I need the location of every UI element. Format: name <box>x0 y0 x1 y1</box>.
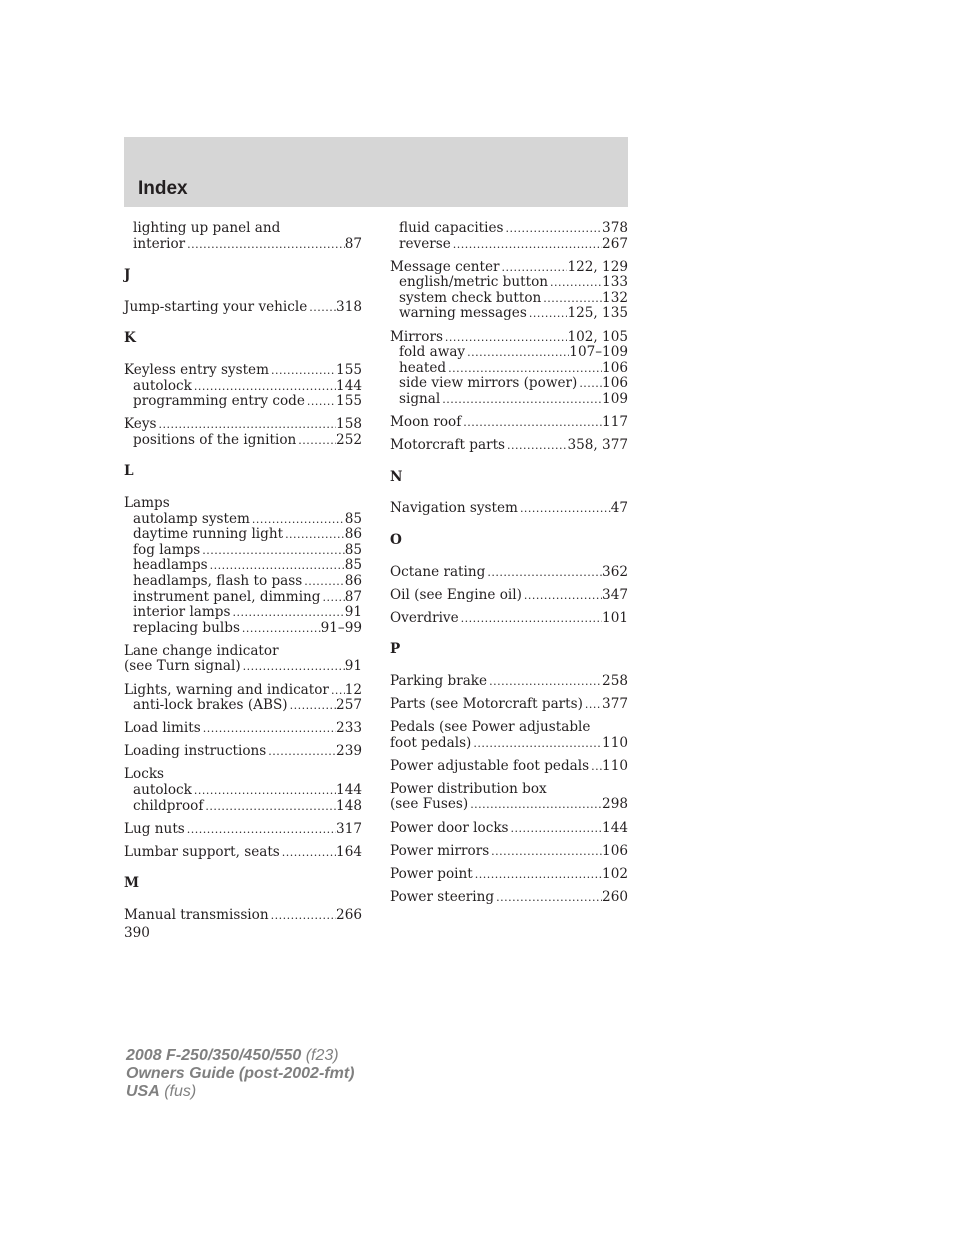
index-entry: instrument panel, dimming ..... 87 <box>124 590 362 606</box>
index-entry: Lane change indicator <box>124 642 279 659</box>
index-entry: Load limits ..... 233 <box>124 721 362 737</box>
index-entry: Power distribution box <box>390 780 547 797</box>
index-entry: Parking brake ..... 258 <box>390 674 628 690</box>
document-footer <box>126 1047 354 1101</box>
index-entry: childproof ..... 148 <box>124 799 362 815</box>
index-entry: fold away ..... 107–109 <box>390 345 628 361</box>
index-entry: interior lamps ..... 91 <box>124 605 362 621</box>
section-letter: N <box>390 468 403 485</box>
index-entry: Lug nuts ..... 317 <box>124 822 362 838</box>
index-entry: Mirrors ..... 102, 105 <box>390 330 628 346</box>
index-entry: system check button ..... 132 <box>390 291 628 307</box>
index-entry: Lumbar support, seats ..... 164 <box>124 845 362 861</box>
index-entry: Keys ..... 158 <box>124 417 362 433</box>
index-entry: Loading instructions ..... 239 <box>124 744 362 760</box>
index-column-right <box>390 221 628 905</box>
index-entry: headlamps ..... 85 <box>124 558 362 574</box>
footer-line: 2008 F-250/350/450/550 (f23) <box>126 1047 339 1064</box>
index-entry: Moon roof ..... 117 <box>390 415 628 431</box>
index-entry: anti-lock brakes (ABS) ..... 257 <box>124 698 362 714</box>
index-entry: Manual transmission ..... 266 <box>124 908 362 924</box>
index-entry: replacing bulbs ..... 91–99 <box>124 621 362 637</box>
index-entry: side view mirrors (power) ..... 106 <box>390 376 628 392</box>
index-entry: Lights, warning and indicator ..... 12 <box>124 683 362 699</box>
index-entry: Navigation system ..... 47 <box>390 501 628 517</box>
section-letter: P <box>390 641 401 658</box>
index-entry: fluid capacities ..... 378 <box>390 221 628 237</box>
index-entry: Oil (see Engine oil) ..... 347 <box>390 588 628 604</box>
footer-line: Owners Guide (post-2002-fmt) <box>126 1065 355 1082</box>
page-number: 390 <box>124 925 150 941</box>
index-entry: Power adjustable foot pedals ..... 110 <box>390 759 628 775</box>
index-entry: interior ..... 87 <box>124 237 362 253</box>
index-header-bar <box>124 137 628 207</box>
index-entry: autolock ..... 144 <box>124 379 362 395</box>
index-entry: fog lamps ..... 85 <box>124 543 362 559</box>
index-entry: daytime running light ..... 86 <box>124 527 362 543</box>
page-title: Index <box>138 178 188 199</box>
index-entry: Message center ..... 122, 129 <box>390 260 628 276</box>
section-letter: L <box>124 463 134 480</box>
index-entry: signal ..... 109 <box>390 392 628 408</box>
index-entry: foot pedals) ..... 110 <box>390 736 628 752</box>
index-entry: programming entry code ..... 155 <box>124 394 362 410</box>
index-entry: autolamp system ..... 85 <box>124 512 362 528</box>
index-entry: Locks <box>124 766 165 783</box>
index-entry: Keyless entry system ..... 155 <box>124 363 362 379</box>
index-entry: Power point ..... 102 <box>390 867 628 883</box>
index-entry: english/metric button ..... 133 <box>390 275 628 291</box>
section-letter: O <box>390 531 402 548</box>
index-entry: positions of the ignition ..... 252 <box>124 433 362 449</box>
index-entry: (see Fuses) ..... 298 <box>390 797 628 813</box>
index-entry: Motorcraft parts ..... 358, 377 <box>390 438 628 454</box>
section-letter: J <box>124 267 131 284</box>
section-letter: K <box>124 330 136 347</box>
index-entry: Octane rating ..... 362 <box>390 565 628 581</box>
index-entry: Power mirrors ..... 106 <box>390 844 628 860</box>
index-entry: lighting up panel and <box>133 220 281 236</box>
index-entry: Power door locks ..... 144 <box>390 821 628 837</box>
index-entry: Lamps <box>124 495 170 512</box>
footer-line: USA (fus) <box>126 1083 197 1100</box>
index-entry: Power steering ..... 260 <box>390 890 628 906</box>
index-entry: heated ..... 106 <box>390 361 628 377</box>
index-entry: Parts (see Motorcraft parts) ..... 377 <box>390 697 628 713</box>
index-column-left <box>124 221 362 924</box>
index-entry: Pedals (see Power adjustable <box>390 719 591 736</box>
index-entry: Overdrive ..... 101 <box>390 611 628 627</box>
index-entry: Jump-starting your vehicle ..... 318 <box>124 300 362 316</box>
index-entry: warning messages ..... 125, 135 <box>390 306 628 322</box>
index-entry: autolock ..... 144 <box>124 783 362 799</box>
index-entry: (see Turn signal) ..... 91 <box>124 659 362 675</box>
index-entry: reverse ..... 267 <box>390 237 628 253</box>
section-letter: M <box>124 875 140 892</box>
index-entry: headlamps, flash to pass ..... 86 <box>124 574 362 590</box>
